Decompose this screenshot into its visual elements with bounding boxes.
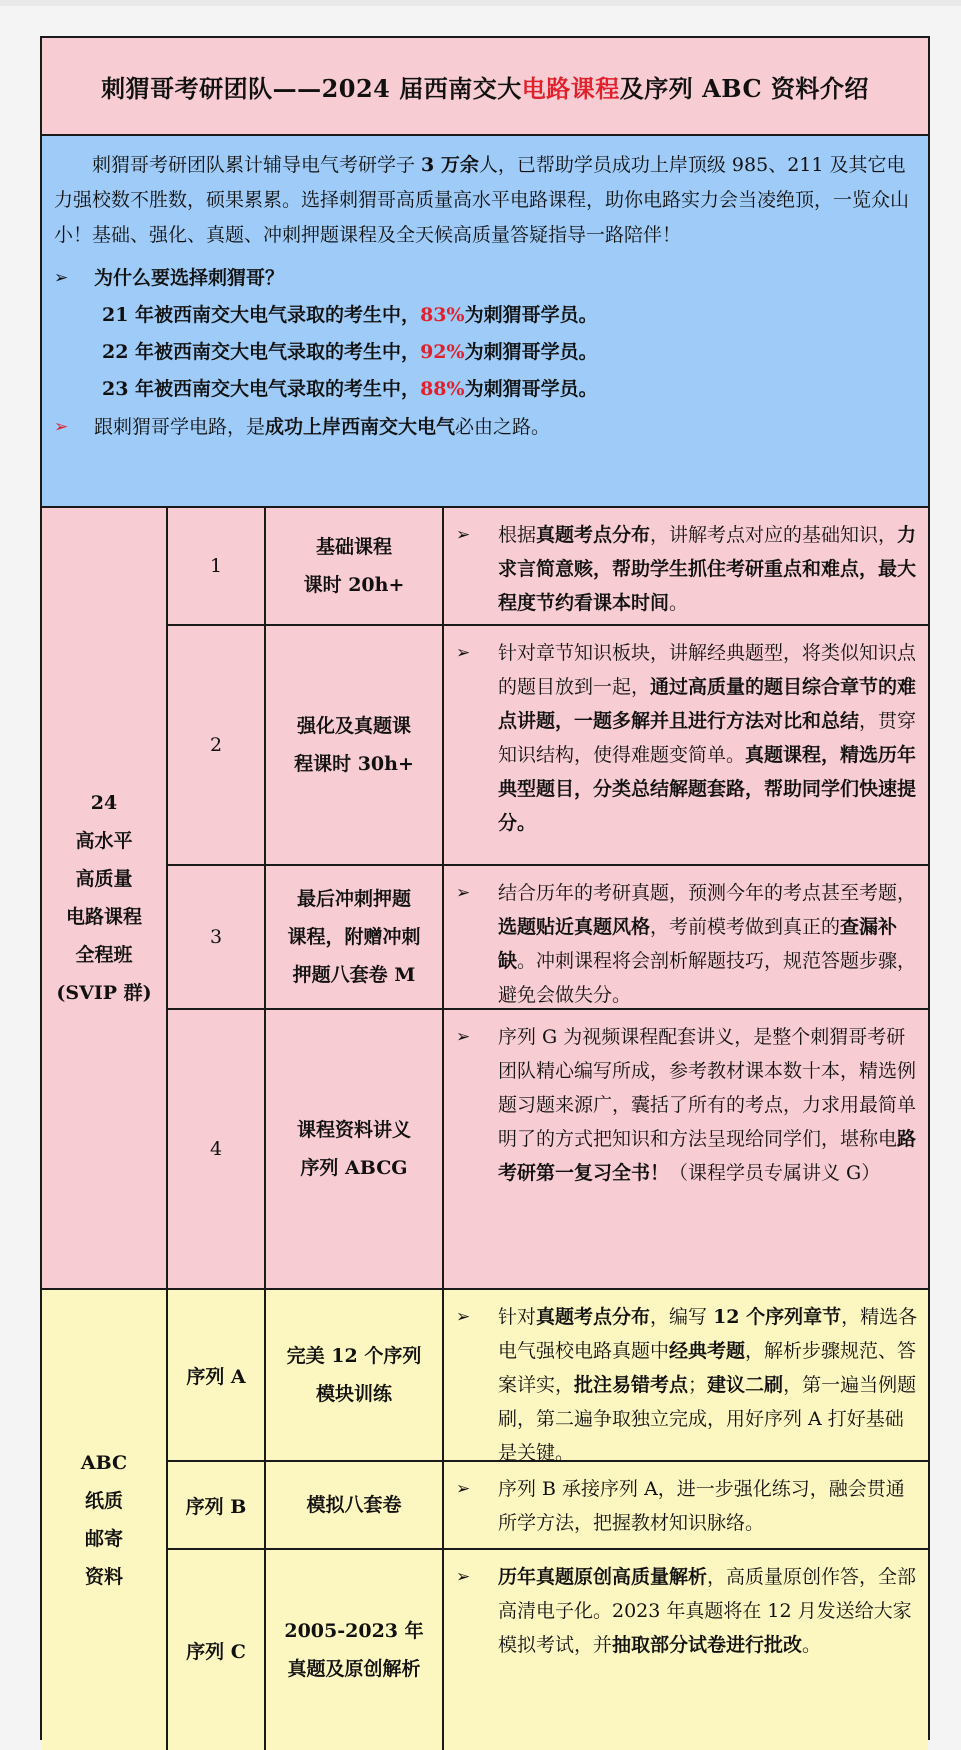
section-label-line: (SVIP 群) [56, 982, 152, 1004]
description-bold: 抽取部分试卷进行批改 [612, 1634, 803, 1656]
row-name [266, 866, 444, 1008]
description-bold: 12 个序列章节 [713, 1306, 842, 1328]
row-name-line: 课程，附赠冲刺 [287, 926, 421, 948]
row-name-line: 2005-2023 年 [284, 1620, 424, 1642]
description-segment: 序列 B 承接序列 A，进一步强化练习，融会贯通所学方法，把握教材知识脉络。 [498, 1478, 905, 1534]
row-name-line: 课程资料讲义 [296, 1119, 411, 1141]
row-number: 1 [168, 508, 266, 624]
row-number: 2 [168, 626, 266, 864]
intro-section [42, 136, 928, 508]
course-rows [168, 508, 928, 1288]
description-segment: 根据 [498, 524, 537, 546]
description-bold: 查漏补缺 [498, 916, 898, 972]
row-description [444, 508, 928, 624]
row-name-text [297, 1111, 411, 1187]
description-text [498, 876, 918, 1006]
row-number: 序列 A [168, 1290, 266, 1460]
description-segment: ，解析步骤规范、答案详实， [498, 1340, 917, 1396]
stat-percent: 92% [420, 341, 465, 363]
stat-suffix: 为刺猬哥学员。 [464, 304, 598, 326]
description-bold: 力求言简意赅，帮助学生抓住考研重点和难点，最大程度节约看课本时间 [498, 524, 917, 614]
row-description [444, 1290, 928, 1464]
table-row [168, 1550, 928, 1750]
page-title [42, 38, 928, 136]
section-label-line: 全程班 [75, 944, 133, 966]
row-name [266, 1010, 444, 1288]
table-row [168, 1462, 928, 1550]
row-description [444, 1010, 928, 1288]
description-segment: 结合历年的考研真题，预测今年的考点甚至考题， [498, 882, 917, 904]
description-bold: 路考研第一复习全书！ [498, 1128, 917, 1184]
final-text-2: 必由之路。 [455, 416, 551, 438]
arrow-bullet-icon: ➢ [456, 1567, 471, 1587]
row-number: 4 [168, 1010, 266, 1288]
description-segment: ，编写 [650, 1306, 714, 1328]
table-row [168, 1010, 928, 1288]
arrow-bullet-icon: ➢ [456, 1027, 471, 1047]
description-bold: 经典考题 [669, 1340, 746, 1362]
description-segment: ，贯穿知识结构，使得难题变简单。 [498, 710, 917, 766]
description-segment: ，第一遍当例题刷，第二遍争取独立完成，用好序列 A 打好基础是关键。 [498, 1374, 917, 1464]
description-bold: 真题考点分布 [536, 524, 651, 546]
section-label-text [81, 1444, 127, 1596]
description-segment: ，考前模考做到真正的 [650, 916, 841, 938]
why-heading [54, 259, 910, 297]
stat-suffix: 为刺猬哥学员。 [464, 378, 598, 400]
top-bar [0, 0, 961, 6]
row-name-line: 程课时 30h+ [294, 753, 414, 775]
stat-line [54, 371, 910, 408]
stat-suffix: 为刺猬哥学员。 [464, 341, 598, 363]
description-text [498, 1300, 918, 1464]
arrow-bullet-icon: ➢ [456, 525, 471, 545]
row-number: 序列 B [168, 1462, 266, 1548]
arrow-bullet-icon: ➢ [456, 1479, 471, 1499]
section-label-line: 电路课程 [65, 906, 142, 928]
row-name-line: 模拟八套卷 [306, 1494, 402, 1516]
description-segment: 。 [802, 1634, 822, 1656]
table-row [168, 1290, 928, 1462]
stat-prefix: 22 年被西南交大电气录取的考生中， [102, 341, 421, 363]
description-segment: 。冲刺课程将会剖析解题技巧，规范答题步骤，避免会做失分。 [498, 950, 917, 1006]
row-name-line: 真题及原创解析 [287, 1658, 421, 1680]
description-segment: 序列 G 为视频课程配套讲义，是整个刺猬哥考研团队精心编写所成，参考教材课本数十本，精选例题习题来源广，囊括了所有的考点，力求用最简单明了的方式把知识和方法呈现给同学们，堪称电 [498, 1026, 917, 1150]
stat-prefix: 23 年被西南交大电气录取的考生中， [102, 378, 421, 400]
row-name [266, 1550, 444, 1750]
table-row [168, 866, 928, 1010]
row-name-text [304, 528, 405, 604]
row-name [266, 1290, 444, 1460]
row-name-line: 强化及真题课 [296, 715, 411, 737]
description-bold: 真题考点分布 [536, 1306, 651, 1328]
row-name-line: 模块训练 [315, 1383, 392, 1405]
intro-paragraph [54, 148, 910, 253]
section-label-line: 高水平 [75, 830, 133, 852]
material-rows [168, 1290, 928, 1750]
final-text-bold: 成功上岸西南交大电气 [265, 416, 456, 438]
description-bold: 批注易错考点 [574, 1374, 689, 1396]
description-text [498, 1472, 918, 1540]
arrow-bullet-icon: ➢ [456, 643, 471, 663]
description-segment: ，精选各电气强校电路真题中 [498, 1306, 918, 1362]
intro-text-1: 刺猬哥考研团队累计辅导电气考研学子 [92, 154, 422, 176]
stat-line [54, 334, 910, 371]
course-section [42, 508, 928, 1290]
row-description [444, 866, 928, 1008]
table-row [168, 626, 928, 866]
description-segment: ； [688, 1374, 708, 1396]
section-label-line: ABC [80, 1452, 128, 1474]
arrow-bullet-icon: ➢ [456, 883, 471, 903]
description-segment: 。 [669, 592, 689, 614]
description-segment: 针对 [498, 1306, 537, 1328]
description-bold: 建议二刷 [707, 1374, 784, 1396]
row-name-line: 完美 12 个序列 [286, 1345, 422, 1367]
description-bold: 真题课程，精选历年典型题目，分类总结解题套路，帮助同学们快速提分。 [498, 744, 917, 834]
section-label-line: 纸质 [84, 1490, 123, 1512]
row-description [444, 626, 928, 864]
final-text-1: 跟刺猬哥学电路，是 [94, 416, 266, 438]
section-label-line: 邮寄 [84, 1528, 123, 1550]
material-section-label [42, 1290, 168, 1750]
description-segment: ，高质量原创作答，全部高清电子化。2023 年真题将在 12 月发送给大家模拟考试，并 [498, 1566, 917, 1656]
section-label-line: 资料 [84, 1566, 123, 1588]
intro-text-2: 人，已帮助学员成功上岸顶级 985、211 及其它电力强校数不胜数，硕果累累。选择刺猬哥高质量高水平电路课程，助你电路实力会当凌绝顶，一览众山小！基础、强化、真题、冲刺押题课程及全天候高质量答疑指导一路陪伴！ [54, 154, 910, 246]
section-label-line: 高质量 [75, 868, 133, 890]
description-text [498, 1560, 918, 1742]
description-text [498, 1020, 918, 1280]
why-text: 为什么要选择刺猬哥？ [94, 267, 285, 289]
section-label-line: 24 [90, 792, 118, 814]
row-name-line: 序列 ABCG [300, 1157, 408, 1179]
row-name-text [306, 1486, 401, 1524]
intro-text-bold: 3 万余 [421, 154, 479, 176]
description-text [498, 636, 918, 856]
row-name-line: 课时 20h+ [303, 574, 405, 596]
description-segment: ，讲解考点对应的基础知识， [650, 524, 898, 546]
row-name [266, 508, 444, 624]
row-name-text [294, 707, 414, 783]
stat-percent: 88% [420, 378, 465, 400]
description-segment: 针对章节知识板块，讲解经典题型，将类似知识点的题目放到一起， [498, 642, 917, 698]
stat-line [54, 297, 910, 334]
row-name-text [287, 880, 420, 994]
description-text [498, 518, 918, 616]
stat-prefix: 21 年被西南交大电气录取的考生中， [102, 304, 421, 326]
description-segment: （课程学员专属讲义 G） [669, 1162, 881, 1184]
row-name-text [287, 1337, 422, 1413]
description-bold: 选题贴近真题风格 [498, 916, 651, 938]
stat-percent: 83% [420, 304, 465, 326]
row-name [266, 626, 444, 864]
course-section-label [42, 508, 168, 1288]
title-prefix: 刺猬哥考研团队——2024 届西南交大 [101, 73, 522, 103]
final-line [54, 408, 910, 446]
row-description [444, 1550, 928, 1750]
row-name-line: 基础课程 [315, 536, 392, 558]
row-number: 3 [168, 866, 266, 1008]
table-row [168, 508, 928, 626]
arrow-bullet-icon: ➢ [456, 1307, 471, 1327]
row-name-line: 押题八套卷 M [292, 964, 416, 986]
title-highlight: 电路课程 [521, 73, 620, 103]
arrow-bullet-icon: ➢ [54, 417, 69, 437]
description-bold: 通过高质量的题目综合章节的难点讲题，一题多解并且进行方法对比和总结 [498, 676, 917, 732]
row-description [444, 1462, 928, 1548]
row-name-line: 最后冲刺押题 [296, 888, 411, 910]
arrow-bullet-icon: ➢ [54, 268, 69, 288]
title-suffix: 及序列 ABC 资料介绍 [619, 73, 869, 103]
document-sheet [40, 36, 930, 1740]
row-name [266, 1462, 444, 1548]
description-bold: 历年真题原创高质量解析 [498, 1566, 708, 1588]
material-section [42, 1290, 928, 1750]
section-label-text [56, 784, 151, 1012]
row-number: 序列 C [168, 1550, 266, 1750]
stats-list [54, 297, 910, 408]
row-name-text [284, 1612, 423, 1688]
